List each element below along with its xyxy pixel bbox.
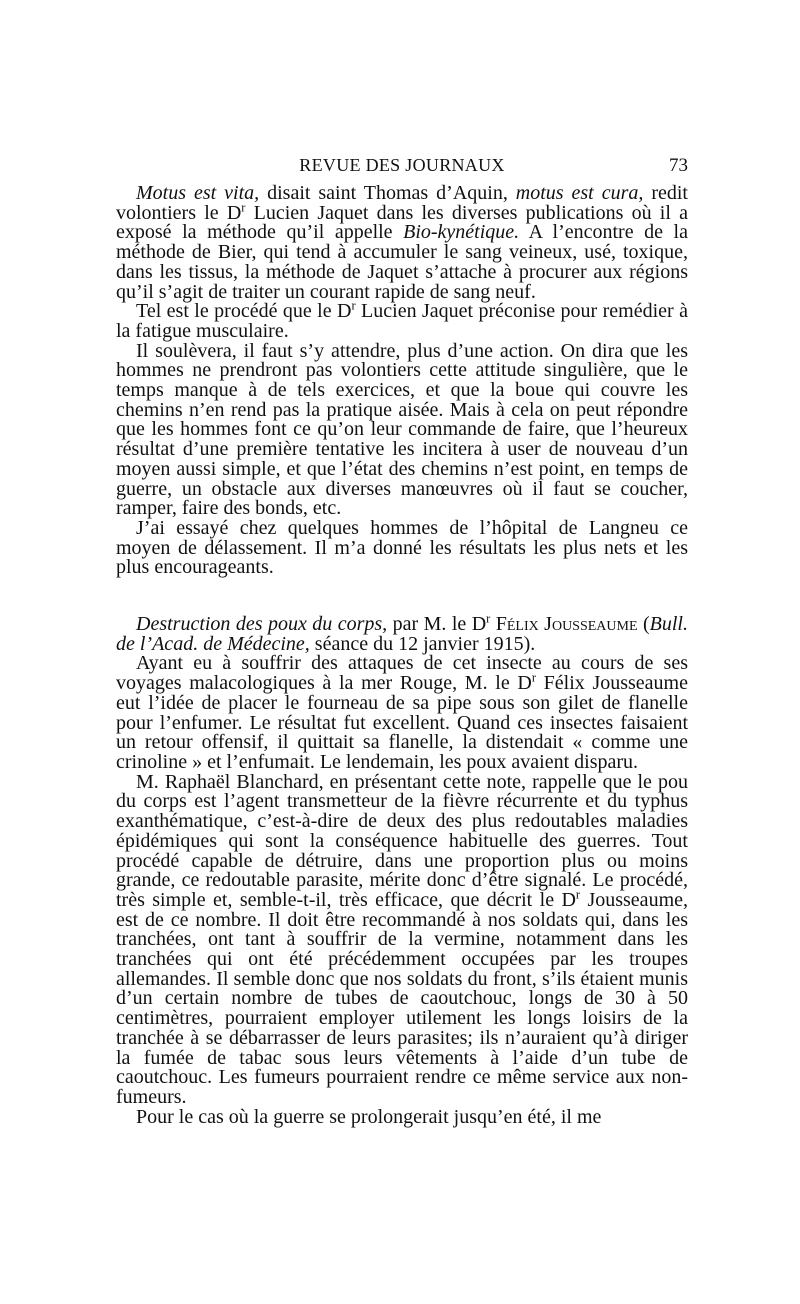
text-run: A l’encontre de la méthode de Bier, qui tend à accumuler le sang veineux, usé, toxique, dans les tissus, la méthode de Jaquet s’attache à procurer aux régions qu’il s’agit de traiter un courant rapide de sang neuf. [116, 221, 688, 303]
text-run: Ayant eu à souffrir des attaques de cet insecte au cours de ses voyages malacologiques à la mer Rouge, M. le D [116, 652, 688, 695]
superscript: r [486, 611, 491, 626]
running-title: REVUE DES JOURNAUX [299, 155, 505, 175]
text-run: Lucien Jaquet dans les diverses publications où il a exposé la méthode qu’il appelle [116, 201, 688, 244]
article2-paragraph-2 [116, 770, 688, 1108]
superscript: r [241, 200, 246, 215]
text-run: M. Raphaël Blanchard, en présentant cette note, rappelle que le pou du corps est l’agent transmetteur de la fièvre récurrente et du typhus exanthématique, c’est-à-dire de deux des plus redoutables maladies épidémiques qui sont la conséquence habituelle des guerres. Tout procédé capable de détruire, dans une proportion plus ou moins grande, ce redoutable parasite, mérite donc d’être signalé. Le procédé, très simple et, semble-t-il, très efficace, que décrit le D [116, 770, 688, 911]
text-run: Félix Jousseaume eut l’idée de placer le fourneau de sa pipe sous son gilet de flanelle pour l’enfumer. Le résultat fut excellent. Quand ces insectes faisaient un retour offensif, il quittait sa flanelle, la distendait « comme une crinoline » et l’enfumait. Le lendemain, les poux avaient disparu. [116, 672, 688, 773]
article1-paragraph-3: Il soulèvera, il faut s’y attendre, plus d’une action. On dira que les hommes ne prendront pas volontiers cette attitude singulière, que le temps manque à de tels exercices, et que la boue qui couvre les chemins n’en rend pas la pratique aisée. Mais à cela on peut répondre que les hommes font ce qu’on leur commande de faire, que l’heureux résultat d’une première tentative les incitera à user de nouveau d’un moyen aussi simple, et que l’état des chemins n’est point, en temps de guerre, un obstacle aux diverses manœuvres où il faut se coucher, ramper, faire des bonds, etc. [116, 339, 688, 520]
article2-paragraph-3: Pour le cas où la guerre se prolongerait jusqu’en été, il me [136, 1105, 602, 1128]
journal-name: Bull. de l’Acad. de Médecine, [116, 613, 688, 655]
text-run: Lucien Jaquet préconise pour remédier à la fatigue musculaire. [116, 300, 689, 342]
superscript: r [575, 887, 581, 902]
text-run: ( [637, 613, 650, 636]
article1-paragraph-2 [116, 298, 689, 342]
article2-author: Félix Jousseaume [490, 613, 638, 636]
article1-paragraph-1 [116, 184, 688, 302]
text-run: disait saint Thomas d’Aquin, [259, 182, 516, 204]
body-text [116, 184, 688, 1127]
article2-paragraph-1 [116, 654, 688, 772]
text-run: redit volontiers le D [116, 182, 688, 224]
latin-quote: Motus est vita, [136, 182, 260, 204]
text-run: Tel est le procédé que le D [136, 300, 352, 323]
article2-title: Destruction des poux du corps, [136, 613, 388, 636]
article2-citation [116, 611, 688, 655]
page-header [116, 151, 688, 181]
method-name: Bio-kynétique. [403, 221, 520, 244]
text-run: par M. le D [387, 613, 487, 636]
superscript: r [531, 670, 536, 685]
article1-paragraph-4: J’ai essayé chez quelques hommes de l’hôpital de Langneu ce moyen de délassement. Il m’a donné les résultats les plus nets et les plus encourageants. [116, 516, 688, 579]
superscript: r [351, 298, 356, 313]
text-run: Jousseaume, est de ce nombre. Il doit être recommandé à nos soldats qui, dans les tranchées, ont tant à souffrir de la vermine, notamment dans les tranchées qui ont été précédemment occupées par les troupes allemandes. Il semble donc que nos soldats du front, s’ils étaient munis d’un certain nombre de tubes de caoutchouc, longs de 30 à 50 centimètres, pourraient employer utilement les longs loisirs de la tranchée à se débarrasser de leurs parasites; ils n’auraient qu’à diriger la fumée de tabac sous leurs vêtements à l’aide d’un tube de caoutchouc. Les fumeurs pourraient rendre ce même service aux non-fumeurs. [116, 888, 688, 1108]
text-run: séance du 12 janvier 1915). [309, 632, 536, 655]
latin-quote: motus est cura, [515, 182, 644, 204]
page-number: 73 [669, 155, 688, 176]
